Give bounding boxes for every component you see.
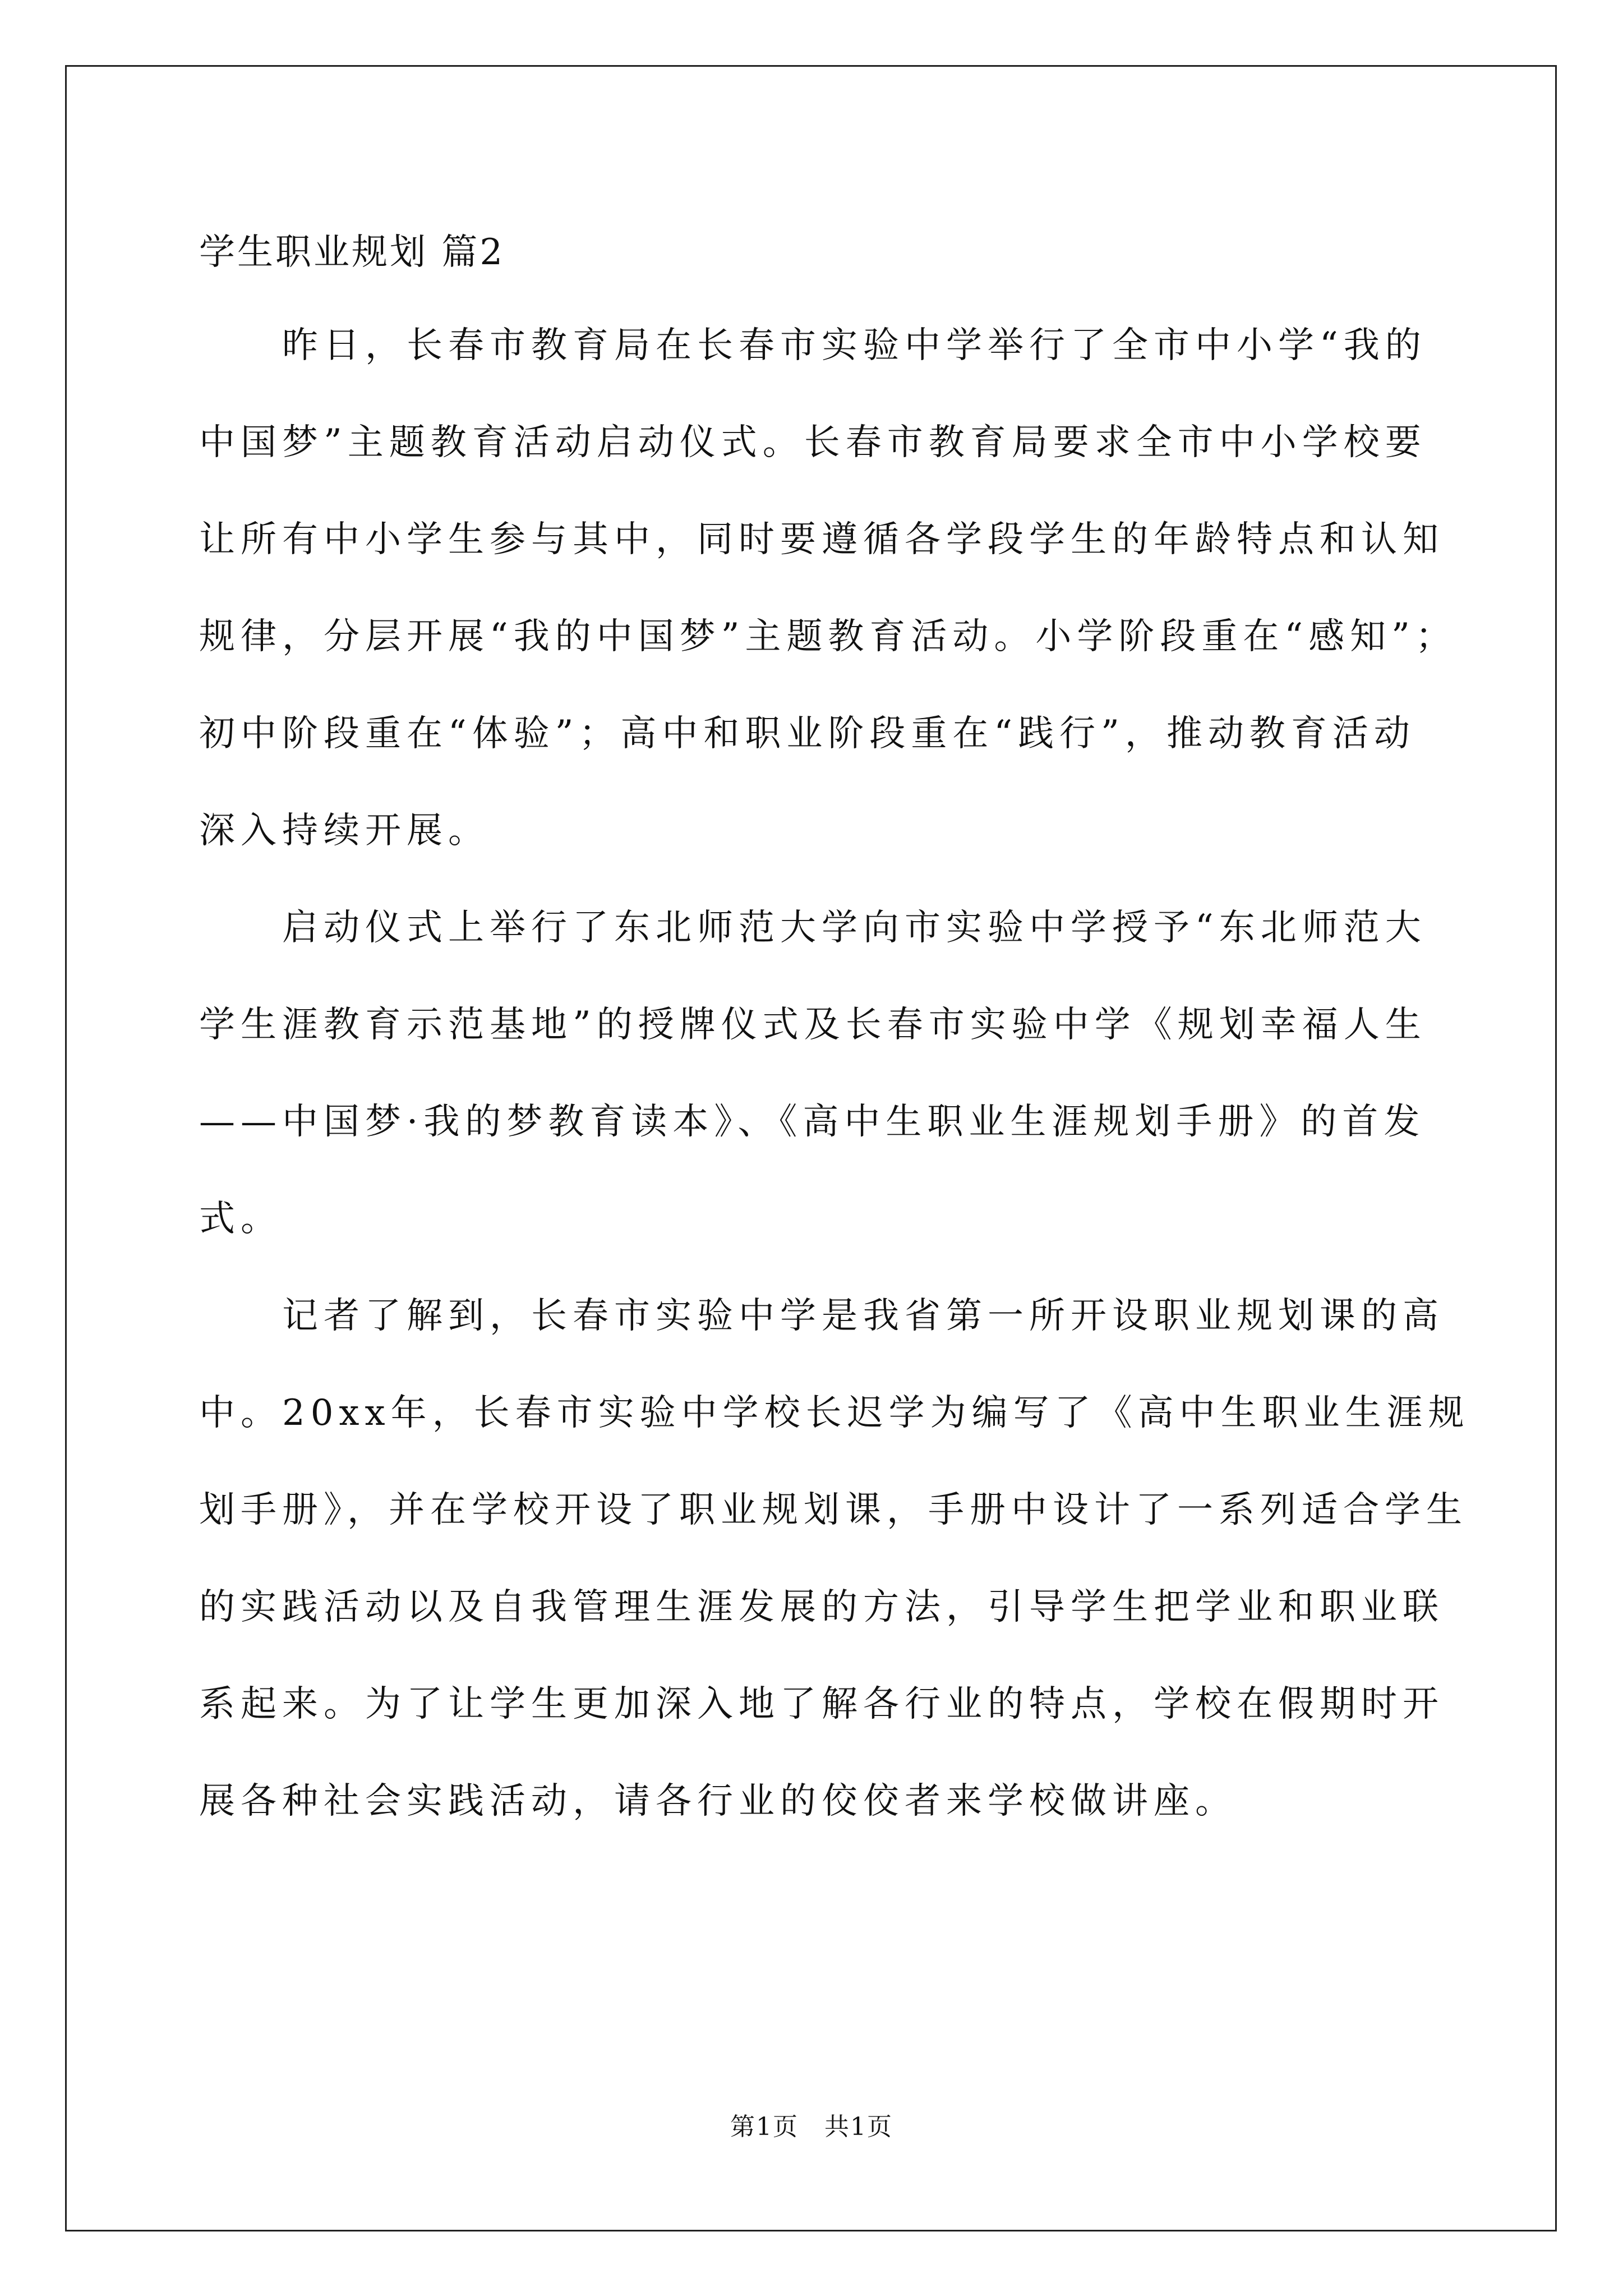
paragraph-line: 昨日，长春市教育局在长春市实验中学举行了全市中小学“我的 (282, 325, 1427, 366)
paragraph-line: ——中国梦·我的梦教育读本》、《高中生职业生涯规划手册》的首发 (199, 1101, 1426, 1143)
document-heading: 学生职业规划 篇2 (199, 232, 505, 273)
paragraph-line: 中国梦”主题教育活动启动仪式。长春市教育局要求全市中小学校要 (199, 422, 1427, 463)
paragraph-line: 深入持续开展。 (199, 810, 490, 852)
paragraph-line: 规律，分层开展“我的中国梦”主题教育活动。小学阶段重在“感知”； (199, 616, 1457, 657)
paragraph-line: 系起来。为了让学生更加深入地了解各行业的特点，学校在假期时开 (199, 1683, 1444, 1725)
paragraph-line: 划手册》，并在学校开设了职业规划课，手册中设计了一系列适合学生 (199, 1489, 1468, 1531)
paragraph (199, 297, 1467, 880)
paragraph-line: 展各种社会实践活动，请各行业的佼佼者来学校做讲座。 (199, 1780, 1237, 1822)
paragraph-line: 学生涯教育示范基地”的授牌仪式及长春市实验中学《规划幸福人生 (199, 1004, 1427, 1046)
paragraph-line: 初中阶段重在“体验”；高中和职业阶段重在“践行”，推动教育活动 (199, 713, 1415, 754)
paragraph-line: 记者了解到，长春市实验中学是我省第一所开设职业规划课的高 (282, 1295, 1444, 1337)
paragraph-line: 式。 (199, 1198, 282, 1240)
paragraph (199, 880, 1467, 1268)
paragraph-line: 中。20xx年，长春市实验中学校长迟学为编写了《高中生职业生涯规 (199, 1392, 1470, 1434)
paragraph (199, 1268, 1470, 1850)
paragraph-line: 让所有中小学生参与其中，同时要遵循各学段学生的年龄特点和认知 (199, 519, 1444, 560)
page-footer: 第1页 共1页 (730, 2113, 893, 2141)
paragraph-list (199, 297, 1470, 1850)
paragraph-line: 启动仪式上举行了东北师范大学向市实验中学授予“东北师范大 (282, 907, 1427, 949)
document-body (199, 208, 1470, 1850)
paragraph-line: 的实践活动以及自我管理生涯发展的方法，引导学生把学业和职业联 (199, 1586, 1444, 1628)
